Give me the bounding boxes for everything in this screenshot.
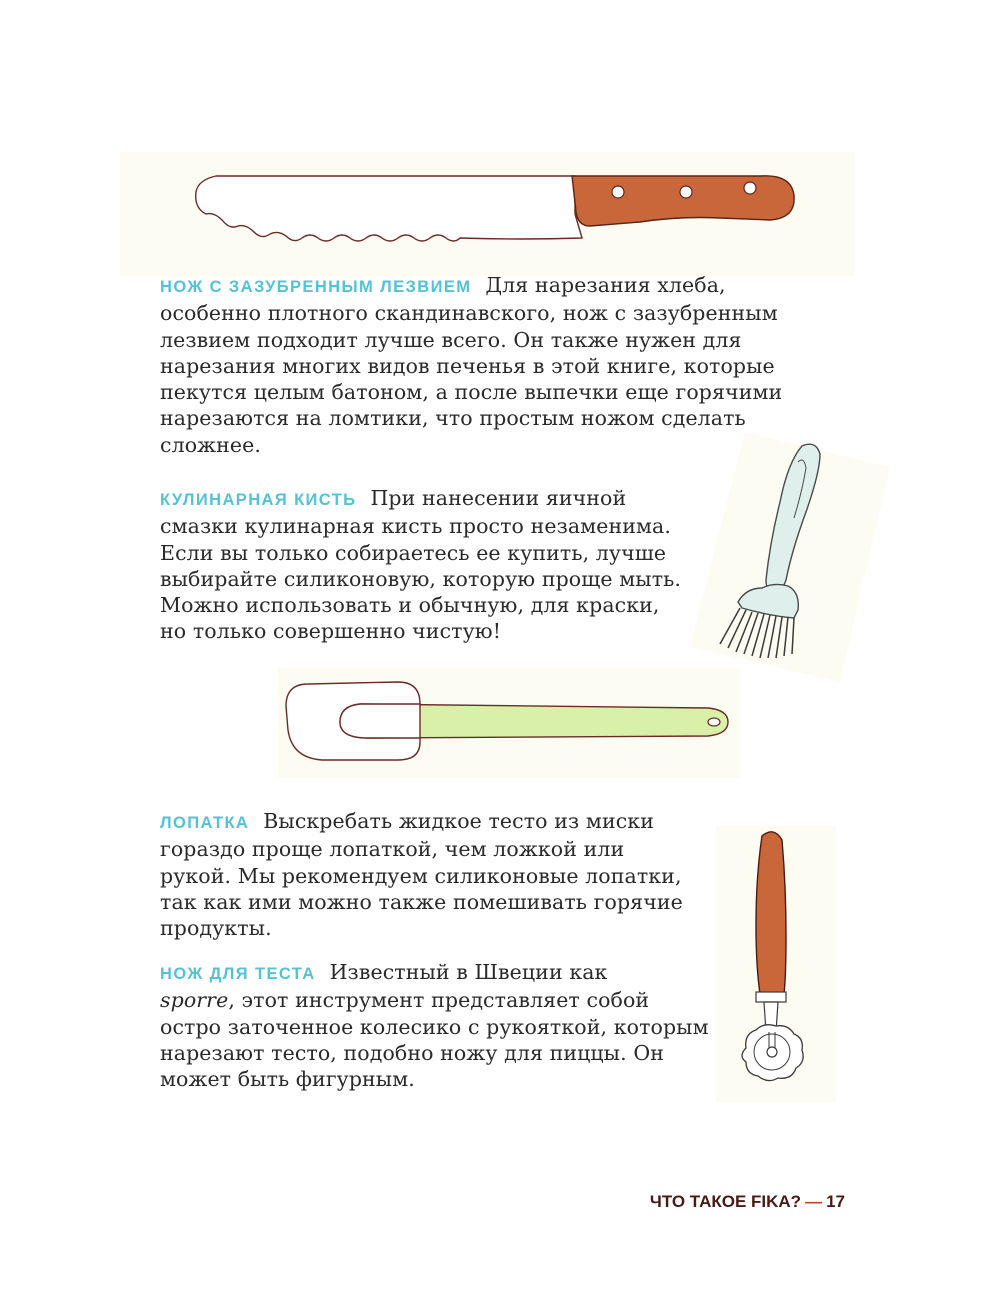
bread-knife-line-4: нарезания многих видов печенья в этой книге, которые: [160, 353, 775, 378]
pastry-brush-section: [160, 485, 730, 645]
serrated-bread-knife-icon: [120, 152, 854, 276]
footer-dash: —: [805, 1192, 823, 1211]
pastry-brush-line-6: но только совершенно чистую!: [160, 619, 502, 644]
bread-knife-line-7: сложнее.: [160, 432, 261, 457]
page-number: 17: [826, 1192, 845, 1211]
spatula-line-1: ЛОПАТКА Выскребать жидкое тесто из миски: [160, 809, 654, 833]
pastry-brush-heading: КУЛИНАРНАЯ КИСТЬ: [160, 491, 357, 509]
spatula-line-4: так как ими можно также помешивать горячие: [160, 889, 683, 914]
sporre-term: sporre: [160, 988, 229, 1013]
bread-knife-line-2: особенно плотного скандинавского, нож с зазубренным: [160, 301, 778, 326]
pastry-wheel-line-2: sporre, этот инструмент представляет собой: [160, 988, 650, 1013]
bread-knife-section: [160, 272, 860, 458]
pastry-wheel-line-1: НОЖ ДЛЯ ТЕСТА Известный в Швеции как: [160, 960, 608, 984]
pastry-wheel-heading: НОЖ ДЛЯ ТЕСТА: [160, 965, 316, 983]
bread-knife-line-3: лезвием подходит лучше всего. Он также нужен для: [160, 327, 742, 352]
pastry-wheel-line-3: остро заточенное колесико с рукояткой, которым: [160, 1014, 709, 1039]
pastry-brush-line-1: КУЛИНАРНАЯ КИСТЬ При нанесении яичной: [160, 486, 627, 510]
page-footer: [650, 1192, 845, 1212]
pastry-wheel-line-5: может быть фигурным.: [160, 1067, 415, 1092]
spatula-line-2: гораздо проще лопаткой, чем ложкой или: [160, 837, 625, 862]
pastry-wheel-section: [160, 959, 740, 1092]
spatula-section: [160, 808, 720, 941]
bread-knife-heading: НОЖ С ЗАЗУБРЕННЫМ ЛЕЗВИЕМ: [160, 278, 472, 296]
spatula-heading: ЛОПАТКА: [160, 814, 250, 832]
bread-knife-line-5: пекутся целым батоном, а после выпечки еще горячими: [160, 380, 783, 405]
pastry-wheel-line-4: нарезают тесто, подобно ножу для пиццы. Он: [160, 1040, 664, 1065]
spatula-line-3: рукой. Мы рекомендуем силиконовые лопатки,: [160, 863, 682, 888]
silicone-spatula-icon: [278, 668, 740, 778]
pastry-brush-line-5: Можно использовать и обычную, для краски,: [160, 593, 660, 618]
pastry-brush-line-4: выбирайте силиконовую, которую проще мыть.: [160, 566, 682, 591]
spatula-line-5: продукты.: [160, 916, 272, 941]
pastry-brush-line-3: Если вы только собираетесь ее купить, лучше: [160, 540, 667, 565]
footer-chapter-title: ЧТО ТАКОЕ FIKA?: [649, 1192, 802, 1211]
pastry-brush-line-2: смазки кулинарная кисть просто незаменима.: [160, 514, 671, 539]
bread-knife-line-6: нарезаются на ломтики, что простым ножом сделать: [160, 406, 746, 431]
bread-knife-line-1: НОЖ С ЗАЗУБРЕННЫМ ЛЕЗВИЕМ Для нарезания хлеба,: [160, 273, 726, 297]
